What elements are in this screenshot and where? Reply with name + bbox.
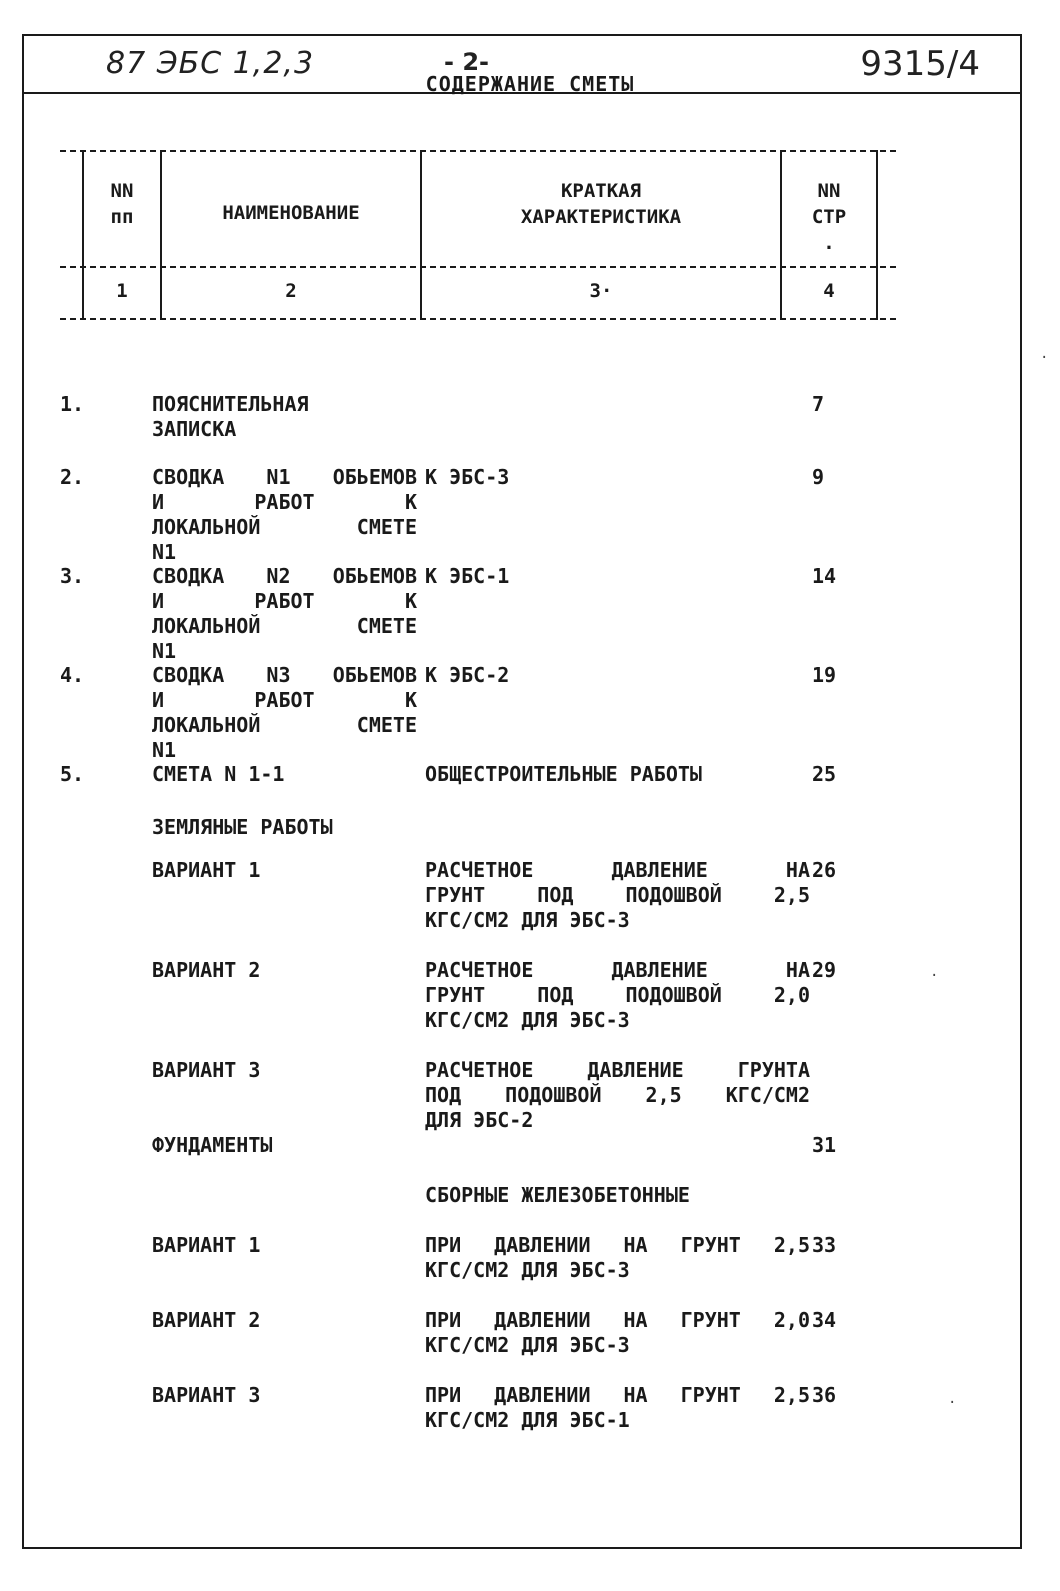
- scan-speck: ·: [948, 1395, 957, 1411]
- row-description-line: РАСЧЕТНОЕ ДАВЛЕНИЕ НА: [425, 958, 810, 982]
- row-description-line: К ЭБС-1: [425, 564, 510, 588]
- row-name-line: ЗАПИСКА: [152, 417, 237, 441]
- row-name: [152, 392, 417, 442]
- row-name-line: ВАРИАНТ 1: [152, 1233, 261, 1257]
- row-name: [152, 815, 417, 840]
- row-description-line: ГРУНТ ПОД ПОДОШВОЙ 2,5: [425, 883, 810, 907]
- row-description-line: КГС/СМ2 ДЛЯ ЭБС-3: [425, 908, 630, 932]
- table-rule: [876, 150, 878, 320]
- row-name-line: N1: [152, 639, 177, 663]
- row-name-line: N1: [152, 540, 177, 564]
- row-page: 14: [812, 564, 837, 588]
- row-name-line: СВОДКА N2 ОБЬЕМОВ: [152, 564, 417, 588]
- row-page: 26: [812, 858, 837, 882]
- row-name-line: ВАРИАНТ 3: [152, 1058, 261, 1082]
- row-description: [425, 564, 810, 589]
- row-description: [425, 762, 810, 787]
- row-description-line: РАСЧЕТНОЕ ДАВЛЕНИЕ НА: [425, 858, 810, 882]
- row-name: [152, 858, 417, 883]
- row-number: 5.: [60, 762, 85, 786]
- row-description: [425, 1383, 810, 1433]
- row-name-line: ЗЕМЛЯНЫЕ РАБОТЫ: [152, 815, 333, 839]
- row-name-line: ВАРИАНТ 2: [152, 1308, 261, 1332]
- row-page: 31: [812, 1133, 837, 1157]
- row-number: 3.: [60, 564, 85, 588]
- table-rule: [60, 318, 896, 320]
- row-description-line: КГС/СМ2 ДЛЯ ЭБС-3: [425, 1333, 630, 1357]
- column-number-4: 4: [823, 280, 835, 302]
- row-page: 33: [812, 1233, 837, 1257]
- row-name: [152, 1383, 417, 1408]
- row-name-line: ПОЯСНИТЕЛЬНАЯ: [152, 392, 309, 416]
- row-description-line: КГС/СМ2 ДЛЯ ЭБС-3: [425, 1008, 630, 1032]
- header-page: NN СТР .: [811, 180, 847, 254]
- row-name-line: ВАРИАНТ 3: [152, 1383, 261, 1407]
- column-number-1: 1: [116, 280, 128, 302]
- row-page: 19: [812, 663, 837, 687]
- row-name: [152, 1308, 417, 1333]
- table-rule: [60, 150, 896, 152]
- row-name-line: ВАРИАНТ 1: [152, 858, 261, 882]
- row-number: 2.: [60, 465, 85, 489]
- row-page: 29: [812, 958, 837, 982]
- header-description: КРАТКАЯ ХАРАКТЕРИСТИКА: [520, 180, 682, 228]
- row-name: [152, 1233, 417, 1258]
- row-page: 9: [812, 465, 825, 489]
- row-name-line: И РАБОТ К: [152, 688, 417, 712]
- row-description-line: ДЛЯ ЭБС-2: [425, 1108, 534, 1132]
- row-page: 25: [812, 762, 837, 786]
- row-description: [425, 1233, 810, 1283]
- header-name: НАИМЕНОВАНИЕ: [222, 202, 360, 224]
- row-name: [152, 1133, 417, 1158]
- row-name-line: И РАБОТ К: [152, 589, 417, 613]
- row-number: 1.: [60, 392, 85, 416]
- row-page: 36: [812, 1383, 837, 1407]
- row-name-line: И РАБОТ К: [152, 490, 417, 514]
- row-name: [152, 762, 417, 787]
- row-description-line: КГС/СМ2 ДЛЯ ЭБС-1: [425, 1408, 630, 1432]
- row-description: [425, 1308, 810, 1358]
- header-number: NN пп: [110, 180, 134, 228]
- row-description: [425, 663, 810, 688]
- row-description-line: К ЭБС-3: [425, 465, 510, 489]
- table-rule: [60, 266, 896, 268]
- row-description-line: ГРУНТ ПОД ПОДОШВОЙ 2,0: [425, 983, 810, 1007]
- document-code: 87 ЭБС 1,2,3: [106, 46, 315, 81]
- row-name-line: N1: [152, 738, 177, 762]
- row-description-line: СБОРНЫЕ ЖЕЛЕЗОБЕТОННЫЕ: [425, 1183, 690, 1207]
- scan-speck: ·: [930, 968, 939, 984]
- row-name-line: ЛОКАЛЬНОЙ СМЕТЕ: [152, 515, 417, 539]
- row-description: [425, 958, 810, 1033]
- row-description: [425, 1058, 810, 1133]
- row-name: [152, 1058, 417, 1083]
- row-name-line: ЛОКАЛЬНОЙ СМЕТЕ: [152, 713, 417, 737]
- row-description-line: ПОД ПОДОШВОЙ 2,5 КГС/СМ2: [425, 1083, 810, 1107]
- row-page: 34: [812, 1308, 837, 1332]
- document-number: 9315/4: [860, 44, 980, 84]
- row-description: [425, 858, 810, 933]
- page-title: СОДЕРЖАНИЕ СМЕТЫ: [425, 72, 635, 96]
- page-indicator: - 2-: [444, 48, 489, 76]
- column-number-3: 3·: [589, 280, 613, 302]
- row-description-line: РАСЧЕТНОЕ ДАВЛЕНИЕ ГРУНТА: [425, 1058, 810, 1082]
- column-number-2: 2: [285, 280, 297, 302]
- row-description-line: К ЭБС-2: [425, 663, 510, 687]
- row-description-line: ПРИ ДАВЛЕНИИ НА ГРУНТ 2,5: [425, 1383, 810, 1407]
- row-number: 4.: [60, 663, 85, 687]
- row-description-line: ОБЩЕСТРОИТЕЛЬНЫЕ РАБОТЫ: [425, 762, 702, 786]
- row-name-line: ВАРИАНТ 2: [152, 958, 261, 982]
- row-description-line: ПРИ ДАВЛЕНИИ НА ГРУНТ 2,5: [425, 1233, 810, 1257]
- row-description: [425, 1183, 810, 1208]
- scan-speck: ·: [1040, 350, 1049, 366]
- row-description-line: КГС/СМ2 ДЛЯ ЭБС-3: [425, 1258, 630, 1282]
- row-description: [425, 465, 810, 490]
- row-name-line: СМЕТА N 1-1: [152, 762, 285, 786]
- row-description-line: ПРИ ДАВЛЕНИИ НА ГРУНТ 2,0: [425, 1308, 810, 1332]
- row-name: [152, 958, 417, 983]
- table-header: [60, 150, 896, 320]
- row-name-line: СВОДКА N3 ОБЬЕМОВ: [152, 663, 417, 687]
- row-name: [152, 465, 417, 565]
- row-name: [152, 564, 417, 664]
- row-name-line: СВОДКА N1 ОБЬЕМОВ: [152, 465, 417, 489]
- row-name-line: ЛОКАЛЬНОЙ СМЕТЕ: [152, 614, 417, 638]
- row-name-line: ФУНДАМЕНТЫ: [152, 1133, 273, 1157]
- row-name: [152, 663, 417, 763]
- row-page: 7: [812, 392, 825, 416]
